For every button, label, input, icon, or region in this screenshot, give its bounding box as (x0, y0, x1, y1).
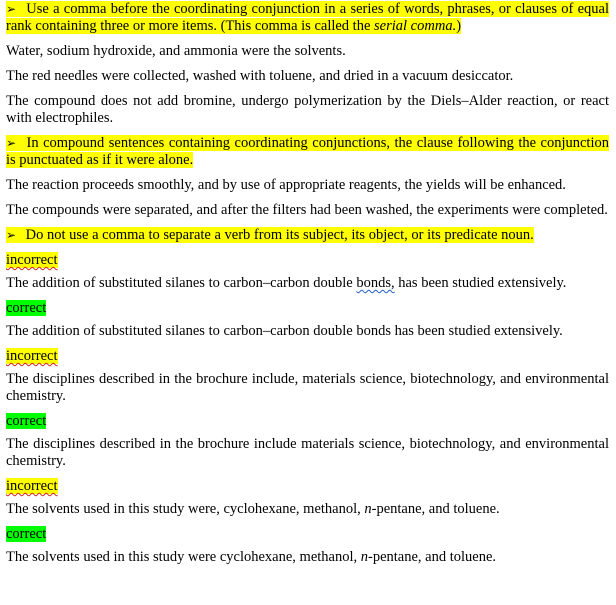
rule-text: Do not use a comma to separate a verb from its subject, its object, or its predicate noun. (22, 227, 534, 243)
example-text: The solvents used in this study were, cyclohexane, methanol, (6, 501, 365, 517)
incorrect-label-line (6, 252, 609, 269)
rule-text: In compound sentences containing coordinating conjunctions, the clause following the conjunction is punctuated as if it were alone. (6, 135, 609, 168)
incorrect-example (6, 275, 609, 292)
rule-no-comma-verb (6, 227, 609, 244)
example-text: -pentane, and toluene. (368, 549, 497, 565)
incorrect-label-line (6, 478, 609, 495)
example-sentence: Water, sodium hydroxide, and ammonia were the solvents. (6, 43, 346, 59)
rule-term: serial comma. (374, 18, 457, 34)
rule-text: Use a comma before the coordinating conjunction in a series of words, phrases, or clauses of equal rank containing three or more items. (This comma is called the (6, 1, 609, 34)
correct-label: correct (6, 413, 47, 429)
grammar-flagged-word: bonds, (356, 275, 395, 291)
example-sentence: The compounds were separated, and after the filters had been washed, the experiments were completed. (6, 202, 608, 218)
rule-highlight (6, 227, 534, 243)
example-text: has been studied extensively. (394, 275, 567, 291)
rule-highlight (6, 1, 609, 34)
correct-label: correct (6, 526, 47, 542)
example-italic: n (364, 501, 372, 517)
incorrect-example: The disciplines described in the brochure include, materials science, biotechnology, and environmental chemistry. (6, 371, 609, 404)
example-sentence: The reaction proceeds smoothly, and by use of appropriate reagents, the yields will be enhanced. (6, 177, 566, 193)
rule-compound-sentences (6, 135, 609, 169)
incorrect-label: incorrect (6, 348, 58, 364)
arrow-bullet-icon: ➢ (6, 2, 17, 16)
arrow-bullet-icon: ➢ (6, 136, 17, 150)
correct-example: The disciplines described in the brochure include materials science, biotechnology, and environmental chemistry. (6, 436, 609, 469)
incorrect-label: incorrect (6, 478, 58, 494)
document-body (6, 1, 609, 574)
incorrect-label: incorrect (6, 252, 58, 268)
correct-label-line (6, 413, 609, 430)
example-italic: n (360, 549, 369, 565)
rule-text-end: ) (456, 18, 462, 34)
correct-label-line (6, 526, 609, 543)
example-sentence: The red needles were collected, washed with toluene, and dried in a vacuum desiccator. (6, 68, 514, 84)
rule-highlight (6, 135, 609, 168)
correct-label-line (6, 300, 609, 317)
incorrect-example (6, 501, 609, 518)
incorrect-label-line (6, 348, 609, 365)
correct-example (6, 549, 609, 566)
arrow-bullet-icon: ➢ (6, 228, 17, 242)
example-text: The solvents used in this study were cyclohexane, methanol, (6, 549, 361, 565)
correct-label: correct (6, 300, 47, 316)
rule-serial-comma (6, 1, 609, 35)
example-text: -pentane, and toluene. (371, 501, 500, 517)
example-text: The addition of substituted silanes to carbon–carbon double (6, 275, 357, 291)
example-sentence: The compound does not add bromine, undergo polymerization by the Diels–Alder reaction, or react with electrophiles. (6, 93, 609, 126)
correct-example: The addition of substituted silanes to carbon–carbon double bonds has been studied extensively. (6, 323, 563, 339)
